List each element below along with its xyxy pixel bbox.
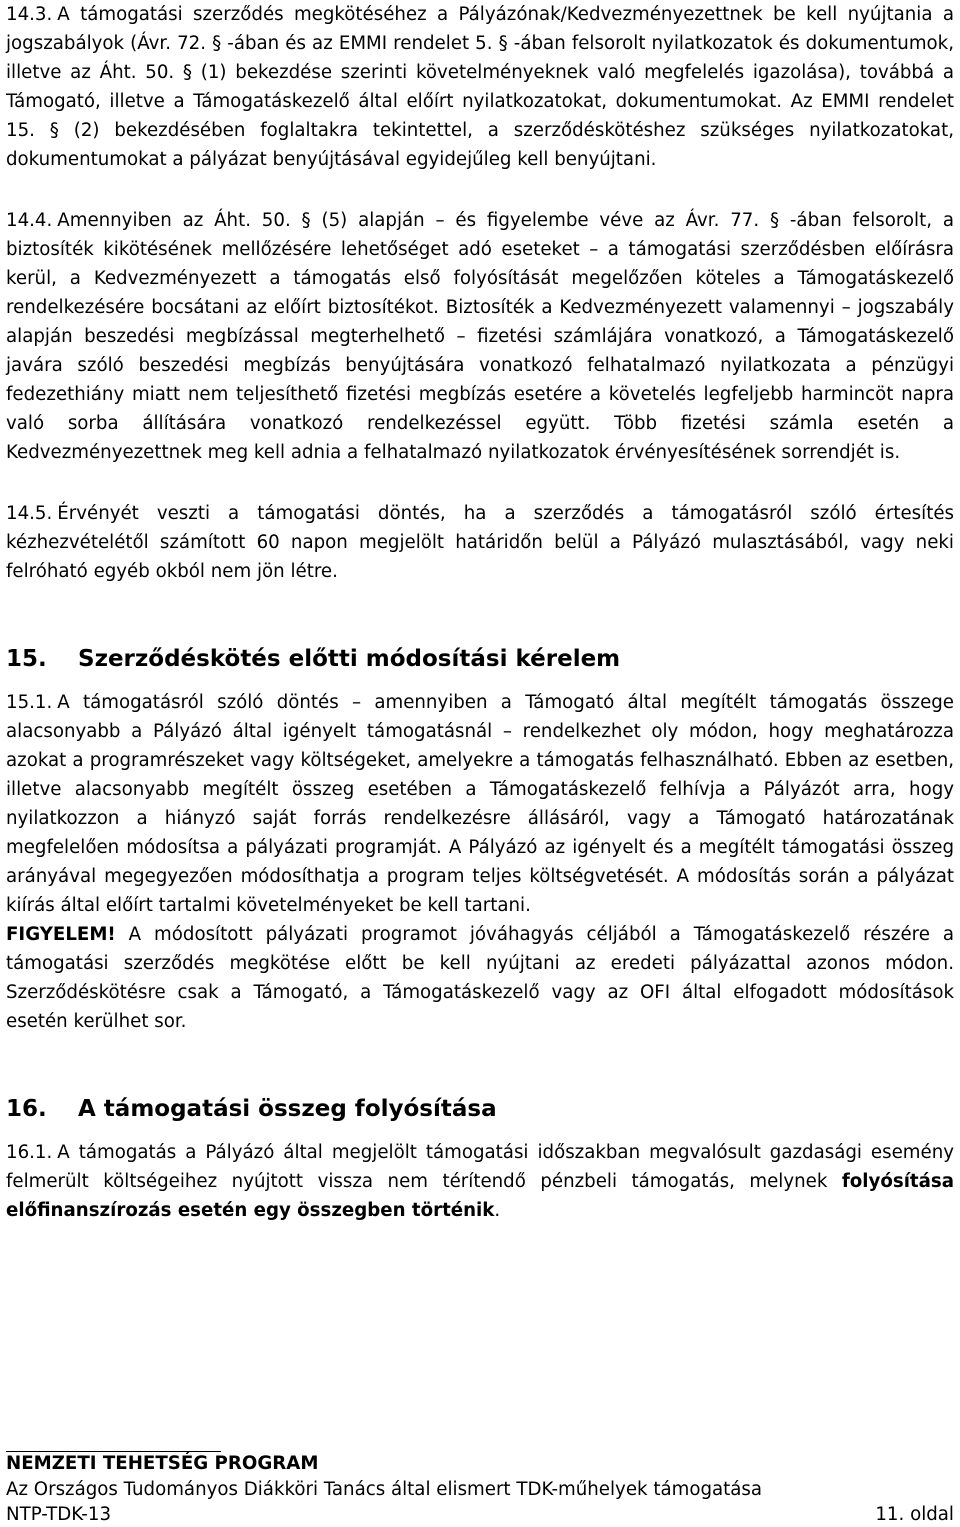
paragraph-text: A támogatásról szóló döntés – amennyiben a Támogató által megítélt támogatás összege alacsonyabb a Pályázó által igényelt támogatásnál – rendelkezhet oly módon, hogy meghatározza azokat a programrészeket vagy költségeket, amelyekre a támogatás felhasználható. Ebben az esetben, illetve alacsonyabb megítélt összeg esetében a Támogatáskezelő felhívja a Pályázót arra, hogy nyilatkozzon a hiányzó saját forrás rendelkezésre állásáról, vagy a Támogató határozatának megfelelően módosítsa a pályázati programját. A Pályázó az igényelt és a megítélt támogatási összeg arányával megegyezően módosíthatja a program teljes költségvetését. A módosítás során a pályázat kiírás által előírt tartalmi követelményeket be kell tartani.: [6, 692, 954, 916]
paragraph-text: A támogatás a Pályázó által megjelölt támogatási időszakban megvalósult gazdasági esemény felmerült költségeihez nyújtott vissza nem térítendő pénzbeli támogatás, melynek: [6, 1142, 954, 1192]
paragraph-number: 14.5.: [6, 503, 53, 524]
page-number: 11. oldal: [875, 1504, 954, 1525]
paragraph-emphasis: folyósítása előfinanszírozás esetén egy összegben történik: [6, 1171, 954, 1221]
notice-label: FIGYELEM!: [6, 924, 116, 945]
paragraph-text: A támogatási szerződés megkötéséhez a Pályázónak/Kedvezményezettnek be kell nyújtania a jogszabályok (Ávr. 72. § -ában és az EMMI rendelet 5. § -ában felsorolt nyilatkozatok és dokumentumok, illetve az Áht. 50. § (1) bekezdése szerinti követelményeknek való megfelelés igazolása), továbbá a Támogató, illetve a Támogatáskezelő által előírt nyilatkozatokat, dokumentumokat. Az EMMI rendelet 15. § (2) bekezdésében foglaltakra tekintettel, a szerződéskötéshez szükséges nyilatkozatokat, dokumentumokat a pályázat benyújtásával egyidejűleg kell benyújtani.: [6, 4, 954, 170]
paragraph-number: 15.1.: [6, 692, 53, 713]
paragraph-number: 14.3.: [6, 4, 53, 25]
footer-bottom-row: [6, 1503, 954, 1527]
document-page: [6, 0, 954, 1225]
paragraph-14-4: [6, 206, 954, 467]
section-heading-16: [6, 1094, 954, 1124]
paragraph-text-end: .: [494, 1200, 501, 1221]
paragraph-text: A módosított pályázati programot jóváhagyás céljából a Támogatáskezelő részére a támogatási szerződés megkötése előtt be kell nyújtani az eredeti pályázattal azonos módon. Szerződéskötésre csak a Támogató, a Támogatáskezelő vagy az OFI által elfogadott módosítások esetén kerülhet sor.: [6, 924, 954, 1032]
heading-title: Szerződéskötés előtti módosítási kérelem: [78, 646, 621, 672]
section-heading-15: [6, 644, 954, 674]
paragraph-text: Érvényét veszti a támogatási döntés, ha a szerződés a támogatásról szóló értesítés kézhezvételétől számított 60 napon megjelölt határidőn belül a Pályázó mulasztásából, vagy neki felróható egyéb okból nem jön létre.: [6, 503, 954, 582]
paragraph-text: Amennyiben az Áht. 50. § (5) alapján – és figyelembe véve az Ávr. 77. § -ában felsorolt, a biztosíték kikötésének mellőzésére lehetőséget adó eseteket – a támogatási szerződésben előírásra kerül, a Kedvezményezett a támogatás első folyósítását megelőzően köteles a Támogatáskezelő rendelkezésére bocsátani az előírt biztosítékot. Biztosíték a Kedvezményezett valamennyi – jogszabály alapján beszedési megbízással megterhelhető – fizetési számlájára vonatkozó, a Támogatáskezelő javára szóló beszedési megbízás benyújtására vonatkozó felhatalmazó nyilatkozata a pénzügyi fedezethiány miatt nem teljesíthető fizetési megbízás esetére a követelés legfeljebb harmincöt napra való sorba állítására vonatkozó rendelkezéssel együtt. Több fizetési számla esetén a Kedvezményezettnek meg kell adnia a felhatalmazó nyilatkozatok érvényesítésének sorrendjét is.: [6, 210, 954, 463]
paragraph-16-1: [6, 1138, 954, 1225]
paragraph-15-1: [6, 688, 954, 920]
heading-number: 16.: [6, 1096, 47, 1122]
paragraph-number: 16.1.: [6, 1142, 53, 1163]
footer-subtitle: Az Országos Tudományos Diákköri Tanács által elismert TDK-műhelyek támogatása: [6, 1479, 763, 1500]
paragraph-number: 14.4.: [6, 210, 53, 231]
paragraph-15-notice: [6, 920, 954, 1036]
footer-program-title: NEMZETI TEHETSÉG PROGRAM: [6, 1453, 319, 1474]
heading-number: 15.: [6, 646, 47, 672]
heading-title: A támogatási összeg folyósítása: [78, 1096, 497, 1122]
paragraph-14-3: [6, 0, 954, 174]
footer-code: NTP-TDK-13: [6, 1504, 112, 1525]
paragraph-14-5: [6, 499, 954, 586]
